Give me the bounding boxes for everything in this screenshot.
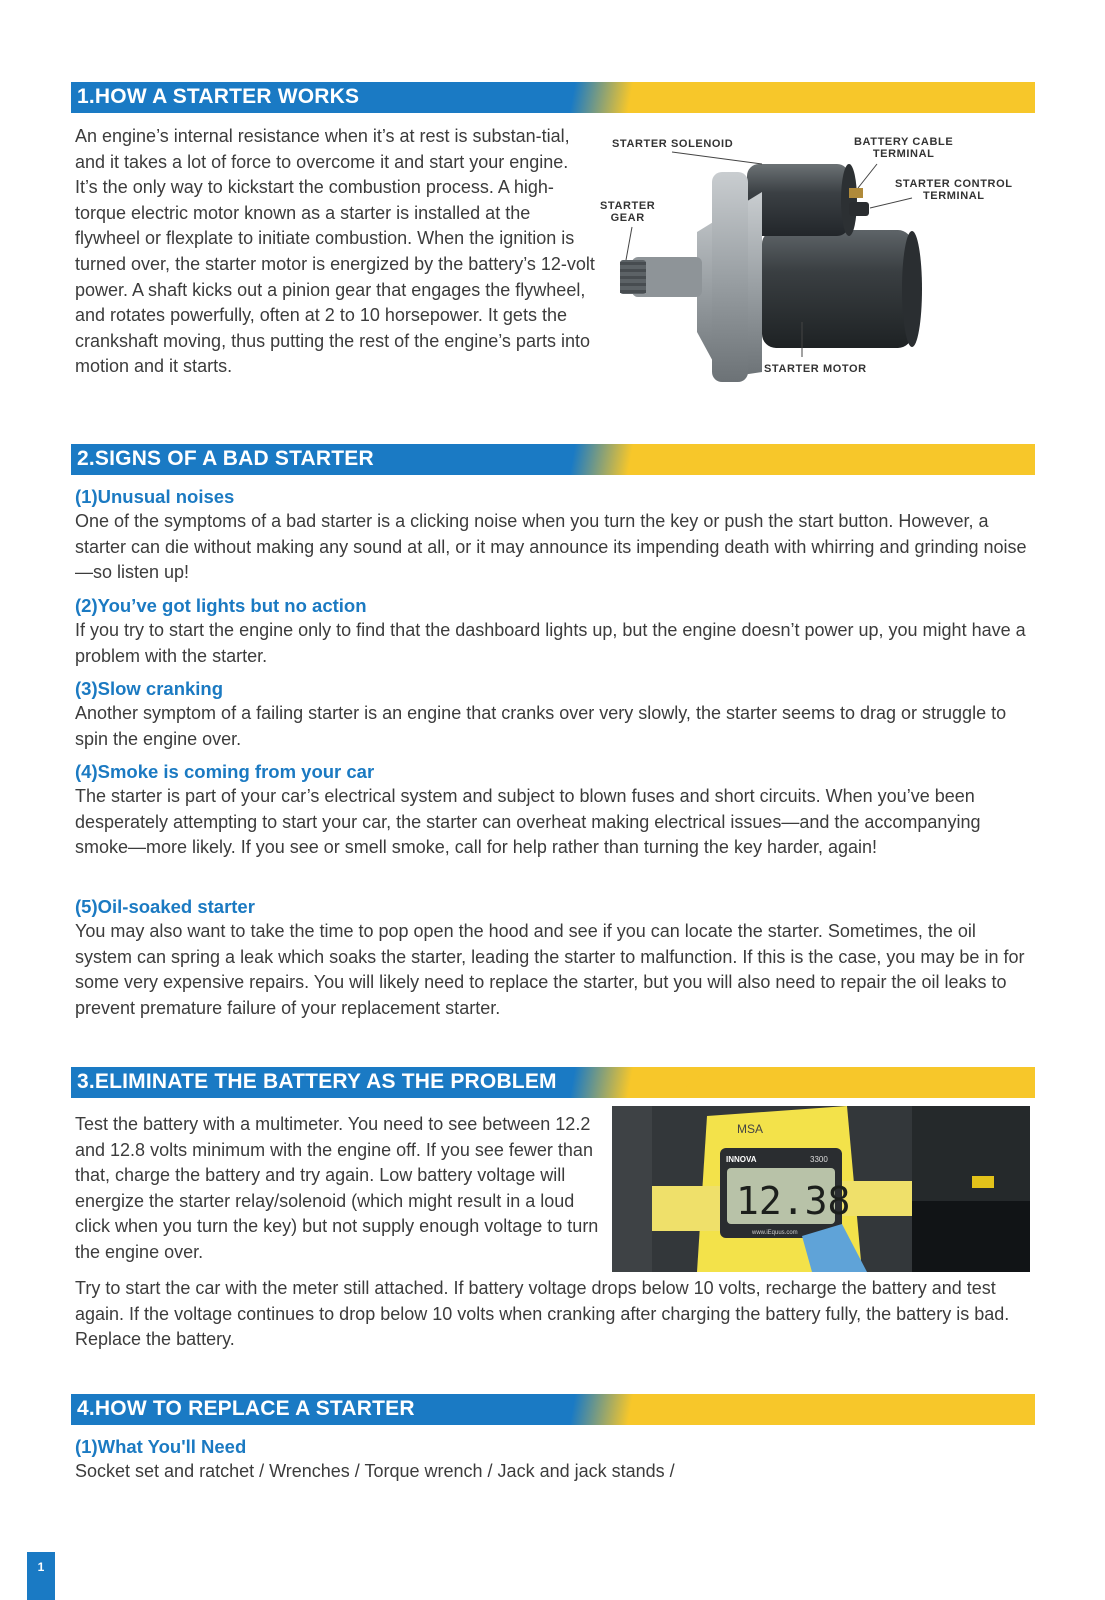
- battery-crank-paragraph: Try to start the car with the meter still attached. If battery voltage drops below 10 volts, recharge the battery and test again. If the voltage continues to drop below 10 volts when cranking after charging the battery fully, the battery is bad. Replace the battery.: [75, 1278, 1010, 1350]
- label-starter-motor: STARTER MOTOR: [764, 363, 867, 375]
- multimeter-illustration: [612, 1106, 1030, 1272]
- page-number-tab: [27, 1552, 55, 1600]
- sign-text-unusual-noises: One of the symptoms of a bad starter is a clicking noise when you turn the key or push the start button. However, a starter can die without making any sound at all, or it may announce its impending death with whirring and grinding noise—so listen up!: [75, 511, 1027, 583]
- label-starter-gear: STARTER GEAR: [600, 200, 656, 224]
- starter-diagram-image: [600, 132, 1035, 400]
- section-title: 2.SIGNS OF A BAD STARTER: [77, 447, 374, 470]
- section-title: 1.HOW A STARTER WORKS: [77, 85, 360, 108]
- label-starter-control-terminal: STARTER CONTROL TERMINAL: [895, 178, 1013, 202]
- section-header-signs-bad-starter: [71, 444, 1035, 475]
- starter-illustration: [612, 132, 1035, 400]
- label-battery-cable-terminal: BATTERY CABLE TERMINAL: [854, 136, 954, 160]
- meter-tag: MSA: [737, 1122, 764, 1136]
- section-header-eliminate-battery: [71, 1067, 1035, 1098]
- sign-text-slow-cranking: Another symptom of a failing starter is an engine that cranks over very slowly, the starter seems to drag or struggle to spin the engine over.: [75, 703, 1007, 749]
- battery-test-paragraph: Test the battery with a multimeter. You need to see between 12.2 and 12.8 volts minimum with the engine off. If you see fewer than that, charge the battery and try again. Low battery voltage will energize the starter relay/solenoid (which might result in a loud click when you turn the key) but not supply enough voltage to turn the engine over.: [75, 1114, 599, 1262]
- page-number: 1: [37, 1560, 45, 1574]
- meter-url: www.iEquus.com: [752, 1230, 798, 1236]
- sign-heading-lights-no-action: (2)You’ve got lights but no action: [75, 595, 367, 616]
- sign-text-lights-no-action: If you try to start the engine only to find that the dashboard lights up, but the engine doesn’t power up, you might have a problem with the starter.: [75, 620, 1026, 666]
- multimeter-photo: [612, 1106, 1030, 1272]
- meter-model: 3300: [810, 1155, 828, 1164]
- replace-heading-what-you-need: (1)What You'll Need: [75, 1436, 247, 1457]
- sign-heading-smoke: (4)Smoke is coming from your car: [75, 761, 375, 782]
- sign-text-oil-soaked: You may also want to take the time to pop open the hood and see if you can locate the starter. Sometimes, the oil system can spring a leak which soaks the starter, leading the starter to malfunction. If this is the case, you may be in for some very expensive repairs. You will likely need to replace the starter, but you will also need to repair the oil leaks to prevent premature failure of your replacement starter.: [75, 921, 1025, 1018]
- starter-intro-paragraph: An engine’s internal resistance when it’s at rest is substan-tial, and it takes a lot of force to overcome it and start your engine. It’s the only way to kickstart the combustion process. A high-torque electric motor known as a starter is installed at the flywheel or flexplate to initiate combustion. When the ignition is turned over, the starter motor is energized by the battery’s 12-volt power. A shaft kicks out a pinion gear that engages the flywheel, and rotates powerfully, often at 2 to 10 horsepower. It gets the crankshaft moving, thus putting the rest of the engine’s parts into motion and it starts.: [75, 126, 595, 377]
- sign-heading-oil-soaked: (5)Oil-soaked starter: [75, 896, 255, 917]
- meter-brand: INNOVA: [726, 1155, 757, 1164]
- sign-heading-unusual-noises: (1)Unusual noises: [75, 486, 235, 507]
- section-title: 4.HOW TO REPLACE A STARTER: [77, 1397, 415, 1420]
- meter-reading: 12.38: [736, 1179, 851, 1223]
- replace-tools-list: Socket set and ratchet / Wrenches / Torque wrench / Jack and jack stands /: [75, 1461, 675, 1481]
- sign-text-smoke: The starter is part of your car’s electrical system and subject to blown fuses and short circuits. When you’ve been desperately attempting to start your car, the starter can overheat making electrical issues—and the accompanying smoke—more likely. If you see or smell smoke, call for help rather than turning the key harder, again!: [75, 786, 981, 858]
- sign-heading-slow-cranking: (3)Slow cranking: [75, 678, 224, 699]
- label-starter-solenoid: STARTER SOLENOID: [612, 138, 734, 150]
- section-header-replace-starter: [71, 1394, 1035, 1425]
- section-title: 3.ELIMINATE THE BATTERY AS THE PROBLEM: [77, 1070, 557, 1093]
- section-header-how-starter-works: [71, 82, 1035, 113]
